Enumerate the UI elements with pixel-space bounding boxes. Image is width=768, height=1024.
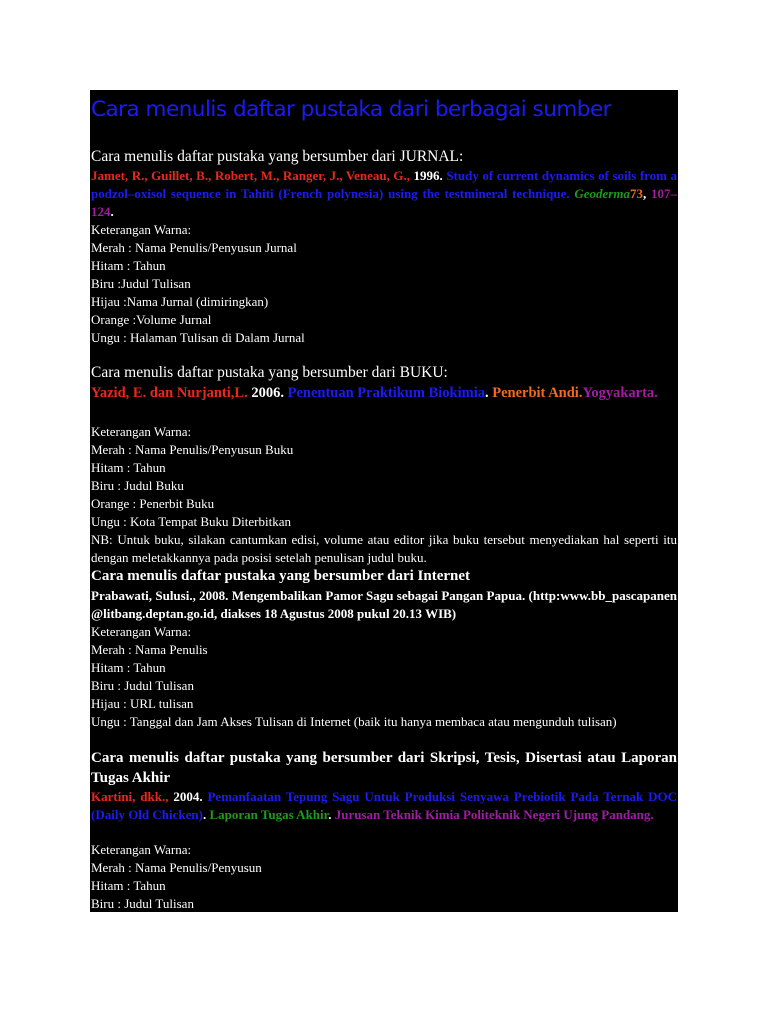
buku-legend-item: Orange : Penerbit Buku	[91, 496, 215, 511]
jurnal-legend-item: Hitam : Tahun	[91, 258, 166, 273]
buku-legend-item: Hitam : Tahun	[91, 460, 166, 475]
skripsi-legend-label: Keterangan Warna:	[91, 842, 192, 857]
jurnal-legend-item: Merah : Nama Penulis/Penyusun Jurnal	[91, 240, 297, 255]
jurnal-end: .	[110, 204, 114, 219]
internet-legend-item: Merah : Nama Penulis	[91, 642, 208, 657]
internet-ref-text: Prabawati, Sulusi., 2008. Mengembalikan Pamor Sagu sebagai Pangan Papua. (http:www.bb_pascapanen@litbang.deptan.go.id, diakses 18 Agustus 2008 pukul 20.13 WIB)	[91, 588, 677, 621]
jurnal-name: Geoderma	[574, 186, 630, 201]
jurnal-reference	[91, 167, 677, 221]
jurnal-legend-item: Orange :Volume Jurnal	[91, 312, 212, 327]
skripsi-authors: Kartini, dkk.,	[91, 789, 169, 804]
buku-city: Yogyakarta.	[582, 385, 658, 401]
buku-legend-item: Biru : Judul Buku	[91, 478, 184, 493]
internet-reference	[91, 587, 677, 623]
buku-heading: Cara menulis daftar pustaka yang bersumber dari BUKU:	[91, 364, 448, 381]
internet-heading: Cara menulis daftar pustaka yang bersumber dari Internet	[91, 568, 471, 584]
buku-title: Penentuan Praktikum Biokimia	[287, 385, 485, 401]
buku-authors: Yazid, E. dan Nurjanti,L.	[91, 385, 248, 401]
skripsi-heading: Cara menulis daftar pustaka yang bersumber dari Skripsi, Tesis, Disertasi atau Laporan Tugas Akhir	[91, 750, 677, 786]
jurnal-title: Study of current dynamics of soils from a podzol–oxisol sequence in Tahiti (French polynesia) using the testmineral technique.	[91, 168, 678, 201]
jurnal-pages: 107–124	[91, 186, 678, 219]
internet-legend-item: Biru : Judul Tulisan	[91, 678, 194, 693]
buku-publisher: Penerbit Andi.	[492, 385, 583, 401]
jurnal-heading: Cara menulis daftar pustaka yang bersumber dari JURNAL:	[91, 148, 464, 165]
skripsi-dot2: .	[328, 807, 332, 822]
skripsi-reference	[91, 788, 677, 824]
skripsi-legend-item: Merah : Nama Penulis/Penyusun	[91, 860, 262, 875]
jurnal-year: 1996.	[413, 168, 443, 183]
skripsi-title: Pemanfaatan Tepung Sagu Untuk Produksi Senyawa Prebiotik Pada Ternak DOC (Daily Old Chicken)	[91, 789, 678, 822]
internet-legend-label: Keterangan Warna:	[91, 624, 192, 639]
internet-legend-item-last: Ungu : Tanggal dan Jam Akses Tulisan di Internet (baik itu hanya membaca atau mengunduh tulisan)	[91, 714, 617, 729]
jurnal-legend-label: Keterangan Warna:	[91, 222, 192, 237]
skripsi-dot: .	[202, 807, 207, 822]
jurnal-authors: Jamet, R., Guillet, B., Robert, M., Ranger, J., Veneau, G.,	[91, 168, 410, 183]
skripsi-legend-item: Biru : Judul Tulisan	[91, 896, 194, 911]
jurnal-separator: ,	[642, 186, 652, 201]
document-page	[90, 90, 678, 912]
buku-note: NB: Untuk buku, silakan cantumkan edisi, volume atau editor jika buku tersebut menyediakan hal seperti itu dengan meletakkannya pada posisi setelah penulisan judul buku.	[91, 532, 677, 565]
buku-reference	[91, 384, 677, 403]
skripsi-institution: Jurusan Teknik Kimia Politeknik Negeri Ujung Pandang.	[334, 807, 654, 822]
skripsi-type: Laporan Tugas Akhir	[209, 807, 329, 822]
jurnal-volume: 73	[629, 186, 643, 201]
skripsi-year: 2004.	[173, 789, 203, 804]
jurnal-legend-item: Hijau :Nama Jurnal (dimiringkan)	[91, 294, 269, 309]
buku-year: 2006.	[251, 385, 284, 401]
buku-legend-label: Keterangan Warna:	[91, 424, 192, 439]
internet-legend-item: Hitam : Tahun	[91, 660, 166, 675]
jurnal-legend-item: Biru :Judul Tulisan	[91, 276, 191, 291]
buku-legend-item: Ungu : Kota Tempat Buku Diterbitkan	[91, 514, 291, 529]
jurnal-legend-item: Ungu : Halaman Tulisan di Dalam Jurnal	[91, 330, 305, 345]
page-title: Cara menulis daftar pustaka dari berbagai sumber	[91, 97, 612, 122]
buku-dot: .	[484, 385, 489, 401]
skripsi-legend-item: Hitam : Tahun	[91, 878, 166, 893]
buku-legend-item: Merah : Nama Penulis/Penyusun Buku	[91, 442, 294, 457]
internet-legend-item: Hijau : URL tulisan	[91, 696, 194, 711]
